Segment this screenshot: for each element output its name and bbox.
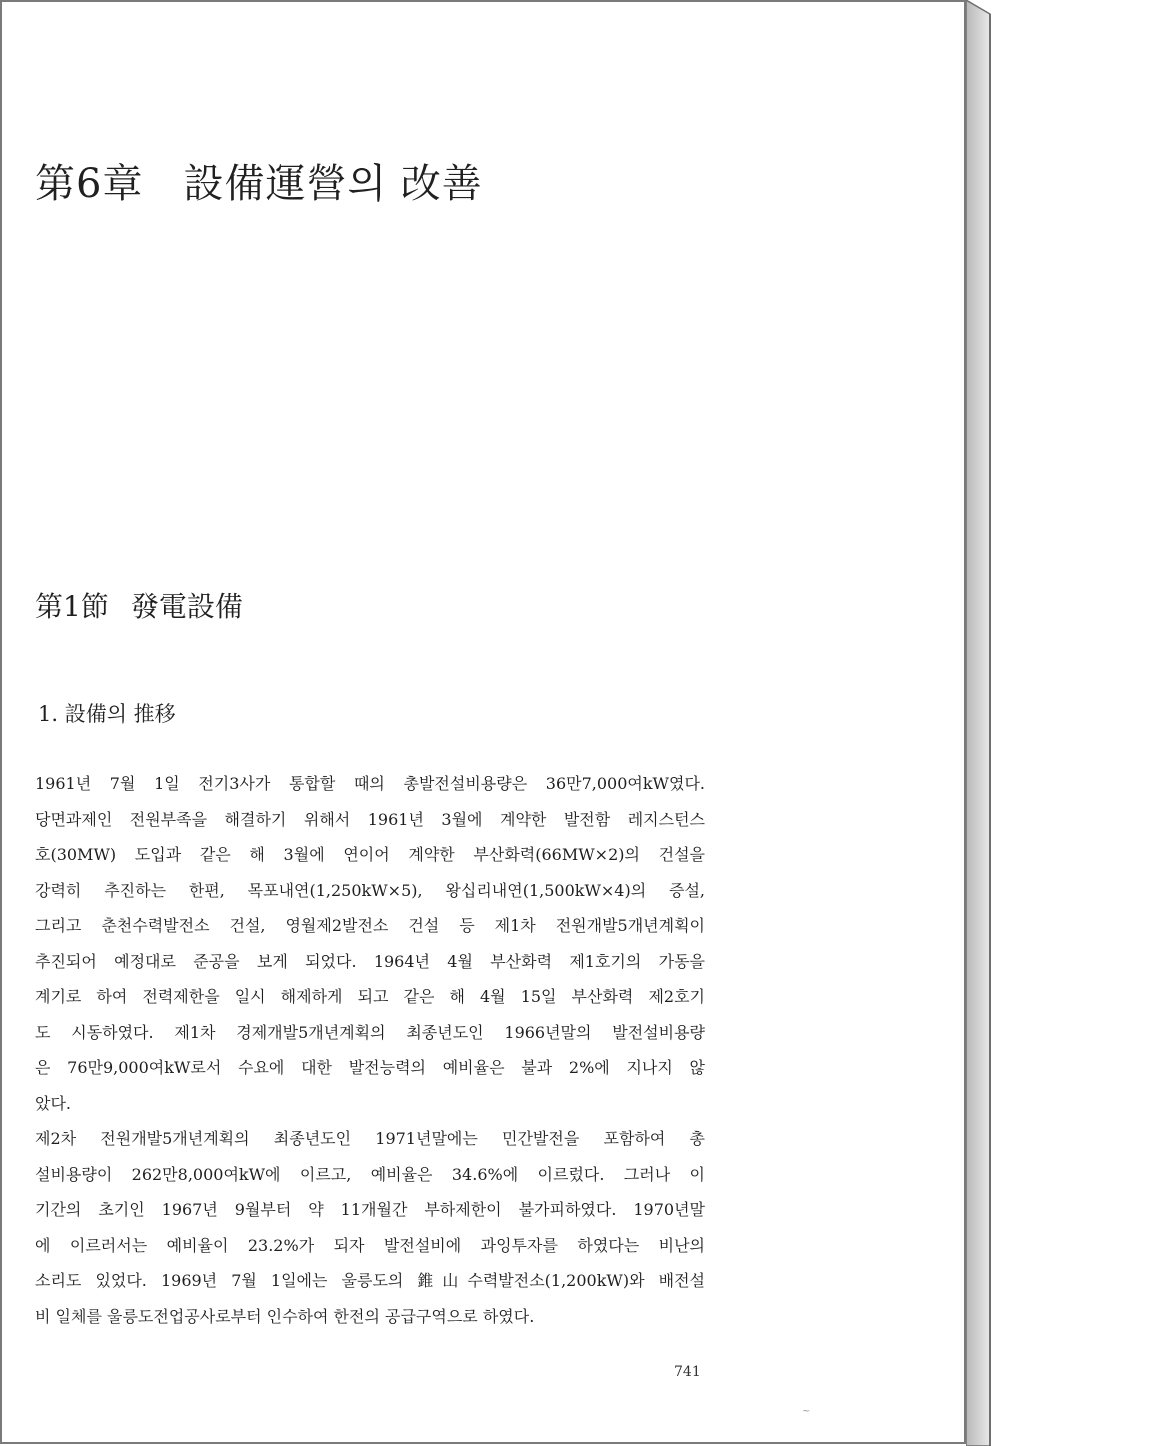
body-line: 설비용량이 262만8,000여kW에 이르고, 예비율은 34.6%에 이르렀다. 그러나 이 <box>35 1164 705 1184</box>
section-title <box>35 585 243 625</box>
body-line: 았다. <box>35 1093 71 1113</box>
subsection-title: 1. 設備의 推移 <box>38 702 176 726</box>
page-edge-shadow <box>966 0 996 1446</box>
body-line: 은 76만9,000여kW로서 수요에 대한 발전능력의 예비율은 불과 2%에 지나지 않 <box>35 1058 705 1077</box>
body-line: 기간의 초기인 1967년 9월부터 약 11개월간 부하제한이 불가피하였다. 1970년말 <box>35 1200 705 1219</box>
body-line: 소리도 있었다. 1969년 7월 1일에는 울릉도의 錐山수력발전소(1,200kW)와 배전설 <box>35 1271 705 1290</box>
body-line: 호(30MW) 도입과 같은 해 3월에 연이어 계약한 부산화력(66MW×2)의 건설을 <box>35 845 705 864</box>
page-edge-graphic <box>966 0 996 1446</box>
body-line: 1961년 7월 1일 전기3사가 통합할 때의 총발전설비용량은 36만7,000여kW였다. <box>35 774 705 793</box>
chapter-title <box>35 152 483 209</box>
body-line: 당면과제인 전원부족을 해결하기 위해서 1961년 3월에 계약한 발전함 레지스턴스 <box>35 809 705 829</box>
body-text <box>35 772 705 1340</box>
section-number: 第1節 <box>35 590 109 623</box>
body-line: 에 이르러서는 예비율이 23.2%가 되자 발전설비에 과잉투자를 하였다는 비난의 <box>35 1235 705 1255</box>
body-line: 그리고 춘천수력발전소 건설, 영월제2발전소 건설 등 제1차 전원개발5개년계획이 <box>35 916 705 935</box>
body-line: 추진되어 예정대로 준공을 보게 되었다. 1964년 4월 부산화력 제1호기의 가동을 <box>35 951 705 971</box>
section-name: 發電設備 <box>130 590 243 623</box>
body-line: 계기로 하여 전력제한을 일시 해제하게 되고 같은 해 4월 15일 부산화력 제2호기 <box>35 987 705 1006</box>
body-line: 강력히 추진하는 한편, 목포내연(1,250kW×5), 왕십리내연(1,500kW×4)의 증설, <box>35 880 705 900</box>
chapter-number: 第6章 <box>35 161 144 207</box>
body-line: 도 시동하였다. 제1차 경제개발5개년계획의 최종년도인 1966년말의 발전설비용량 <box>35 1022 705 1042</box>
body-line: 비 일체를 울릉도전업공사로부터 인수하여 한전의 공급구역으로 하였다. <box>35 1306 535 1326</box>
scan-speck: ~ <box>802 1406 811 1417</box>
chapter-name: 設備運營의 改善 <box>183 161 483 207</box>
body-line: 제2차 전원개발5개년계획의 최종년도인 1971년말에는 민간발전을 포함하여 총 <box>35 1129 705 1148</box>
page-number: 741 <box>674 1364 701 1380</box>
